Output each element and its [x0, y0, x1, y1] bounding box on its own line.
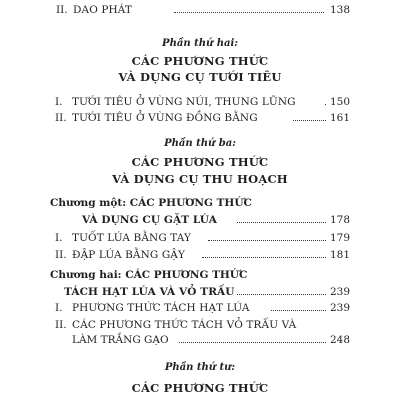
toc-entry-tuoi-tieu-dong-bang[interactable]: [55, 111, 350, 126]
part-four-title-line1: CÁC PHƯƠNG THỨC: [131, 381, 269, 395]
entry-page-number: 150: [329, 96, 350, 108]
part-three-title-line2: VÀ DỤNG CỤ THU HOẠCH: [112, 172, 288, 186]
entry-number: II.: [55, 249, 67, 261]
part-two-title-line2: VÀ DỤNG CỤ TƯỚI TIÊU: [118, 70, 282, 84]
entry-number: I.: [55, 302, 63, 314]
entry-title: ĐẬP LÚA BẰNG GẬY: [72, 249, 186, 261]
entry-page-number: 239: [329, 302, 350, 314]
dot-leader: [237, 222, 326, 223]
dot-leader: [179, 342, 326, 343]
entry-page-number: 248: [329, 334, 350, 346]
toc-entry-tuoi-tieu-vung-nui[interactable]: [55, 95, 350, 110]
entry-number: II.: [55, 319, 67, 331]
entry-page-number: 181: [329, 249, 350, 261]
entry-title: TƯỚI TIÊU Ở VÙNG NÚI, THUNG LŨNG: [72, 96, 296, 108]
entry-title: DAO PHÁT: [73, 4, 132, 16]
entry-number: I.: [55, 232, 63, 244]
entry-page-number: 239: [329, 286, 350, 298]
dot-leader: [208, 240, 326, 241]
toc-entry-phuong-thuc-tach-hat-lua[interactable]: [55, 301, 350, 316]
part-three-title-line1: CÁC PHƯƠNG THỨC: [131, 155, 269, 169]
entry-page-number: 179: [329, 232, 350, 244]
chapter-two-heading-line1[interactable]: Chương hai: CÁC PHƯƠNG THỨC: [50, 269, 248, 281]
toc-entry-dap-lua-bang-gay[interactable]: [55, 248, 350, 263]
entry-number: I.: [55, 96, 63, 108]
dot-leader: [293, 120, 326, 121]
part-two-label: Phần thứ hai:: [162, 38, 238, 49]
chapter-one-heading-line1[interactable]: Chương một: CÁC PHƯƠNG THỨC: [50, 197, 252, 209]
entry-title-continued: LÀM TRẮNG GẠO: [72, 334, 169, 346]
dot-leader: [237, 294, 326, 295]
dot-leader: [202, 257, 326, 258]
entry-title: TUỐT LÚA BẰNG TAY: [72, 232, 192, 244]
part-three-label: Phần thứ ba:: [164, 138, 236, 149]
entry-page-number: 138: [329, 4, 350, 16]
dot-leader: [271, 310, 326, 311]
entry-title: CÁC PHƯƠNG THỨC TÁCH VỎ TRẤU VÀ: [72, 319, 297, 331]
entry-title: PHƯƠNG THỨC TÁCH HẠT LÚA: [72, 302, 250, 314]
part-four-label: Phần thứ tư:: [164, 362, 236, 373]
chapter-title: VÀ DỤNG CỤ GẶT LÚA: [82, 214, 217, 226]
entry-number: II.: [56, 4, 68, 16]
entry-page-number: 161: [329, 112, 350, 124]
dot-leader: [174, 12, 324, 13]
chapter-one-heading-line2[interactable]: [55, 213, 350, 228]
toc-entry-dao-phat[interactable]: [56, 3, 350, 18]
entry-page-number: 178: [329, 214, 350, 226]
entry-number: II.: [55, 112, 67, 124]
toc-entry-tach-vo-trau[interactable]: [55, 318, 350, 348]
toc-entry-tuot-lua-bang-tay[interactable]: [55, 231, 350, 246]
part-two-title-line1: CÁC PHƯƠNG THỨC: [131, 54, 269, 68]
dot-leader: [325, 104, 326, 105]
entry-title: TƯỚI TIÊU Ở VÙNG ĐỒNG BẰNG: [72, 112, 258, 124]
chapter-title: TÁCH HẠT LÚA VÀ VỎ TRẤU: [64, 286, 235, 298]
chapter-two-heading-line2[interactable]: [55, 285, 350, 300]
